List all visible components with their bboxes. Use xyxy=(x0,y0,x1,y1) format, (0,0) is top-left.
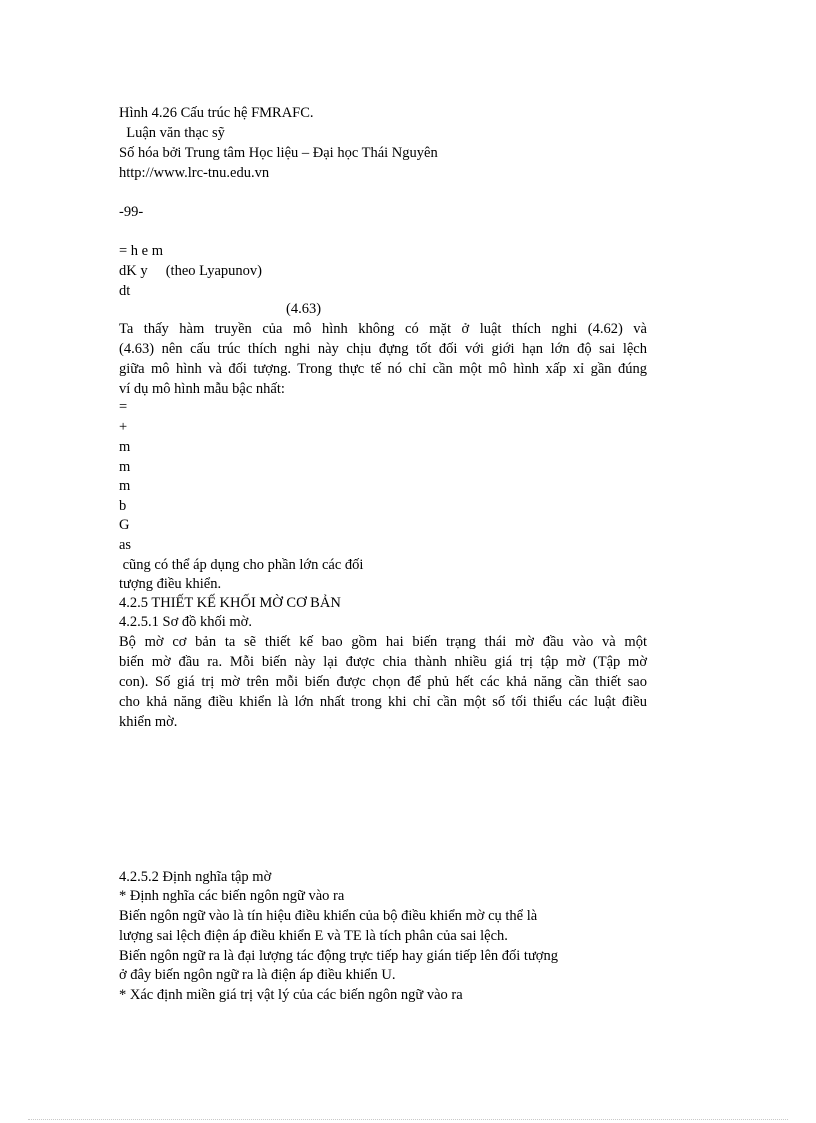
paragraph-line: con). Số giá trị mờ trên mỗi biến được chọn để phủ hết các khả năng cần thiết sao xyxy=(119,674,647,690)
equation-number: (4.63) xyxy=(286,301,322,317)
paragraph-line: lượng sai lệch điện áp điều khiển E và TE là tích phân của sai lệch. xyxy=(119,928,508,944)
formula-symbol: b xyxy=(119,498,127,514)
formula-symbol: = xyxy=(119,399,128,415)
formula-symbol: + xyxy=(119,419,128,435)
paragraph-line: Biến ngôn ngữ ra là đại lượng tác động trực tiếp hay gián tiếp lên đối tượng xyxy=(119,948,558,964)
paragraph-line: giữa mô hình và đối tượng. Trong thực tế nó chỉ cần một mô hình xấp xỉ gần đúng xyxy=(119,361,647,377)
paragraph-line: ở đây biến ngôn ngữ ra là điện áp điều khiển U. xyxy=(119,967,396,983)
bullet-line: * Xác định miền giá trị vật lý của các biến ngôn ngữ vào ra xyxy=(119,987,463,1003)
source-url: http://www.lrc-tnu.edu.vn xyxy=(119,165,270,181)
paragraph-line: cho khả năng điều khiển là lớn nhất trong khi chỉ cần một số tối thiểu các luật điều xyxy=(119,694,647,710)
paragraph-line: tượng điều khiển. xyxy=(119,576,222,592)
page-number: -99- xyxy=(119,204,144,220)
formula-symbol: m xyxy=(119,459,131,475)
paragraph-line: Bộ mờ cơ bản ta sẽ thiết kế bao gồm hai biến trạng thái mờ đầu vào và một xyxy=(119,634,647,650)
subsection-heading: 4.2.5.1 Sơ đồ khối mờ. xyxy=(119,614,252,630)
bullet-line: * Định nghĩa các biến ngôn ngữ vào ra xyxy=(119,888,345,904)
formula-symbol: as xyxy=(119,537,132,553)
formula-symbol: G xyxy=(119,517,130,533)
section-heading: 4.2.5 THIẾT KẾ KHỐI MỜ CƠ BẢN xyxy=(119,595,341,611)
paragraph-line: Ta thấy hàm truyền của mô hình không có mặt ở luật thích nghi (4.62) và xyxy=(119,321,647,337)
equation-line-1: = h e m xyxy=(119,243,164,259)
figure-caption: Hình 4.26 Cấu trúc hệ FMRAFC. xyxy=(119,105,314,121)
formula-symbol: m xyxy=(119,478,131,494)
equation-line-2: dK y (theo Lyapunov) xyxy=(119,263,262,279)
thesis-label: Luận văn thạc sỹ xyxy=(119,125,225,141)
page-bottom-divider xyxy=(28,1119,788,1120)
digitization-credit: Số hóa bởi Trung tâm Học liệu – Đại học Thái Nguyên xyxy=(119,145,438,161)
subsection-heading: 4.2.5.2 Định nghĩa tập mờ xyxy=(119,869,272,885)
paragraph-line: biến mờ đầu ra. Mỗi biến này lại được chia thành nhiều giá trị tập mờ (Tập mờ xyxy=(119,654,647,670)
paragraph-line: (4.63) nên cấu trúc thích nghi này chịu đựng tốt đối với giới hạn lớn độ sai lệch xyxy=(119,341,647,357)
paragraph-line: khiển mờ. xyxy=(119,714,178,730)
paragraph-line: Biến ngôn ngữ vào là tín hiệu điều khiển của bộ điều khiển mờ cụ thể là xyxy=(119,908,538,924)
paragraph-line: ví dụ mô hình mẫu bậc nhất: xyxy=(119,381,285,397)
formula-symbol: m xyxy=(119,439,131,455)
equation-line-3: dt xyxy=(119,283,131,299)
paragraph-line: cũng có thể áp dụng cho phần lớn các đối xyxy=(119,557,364,573)
